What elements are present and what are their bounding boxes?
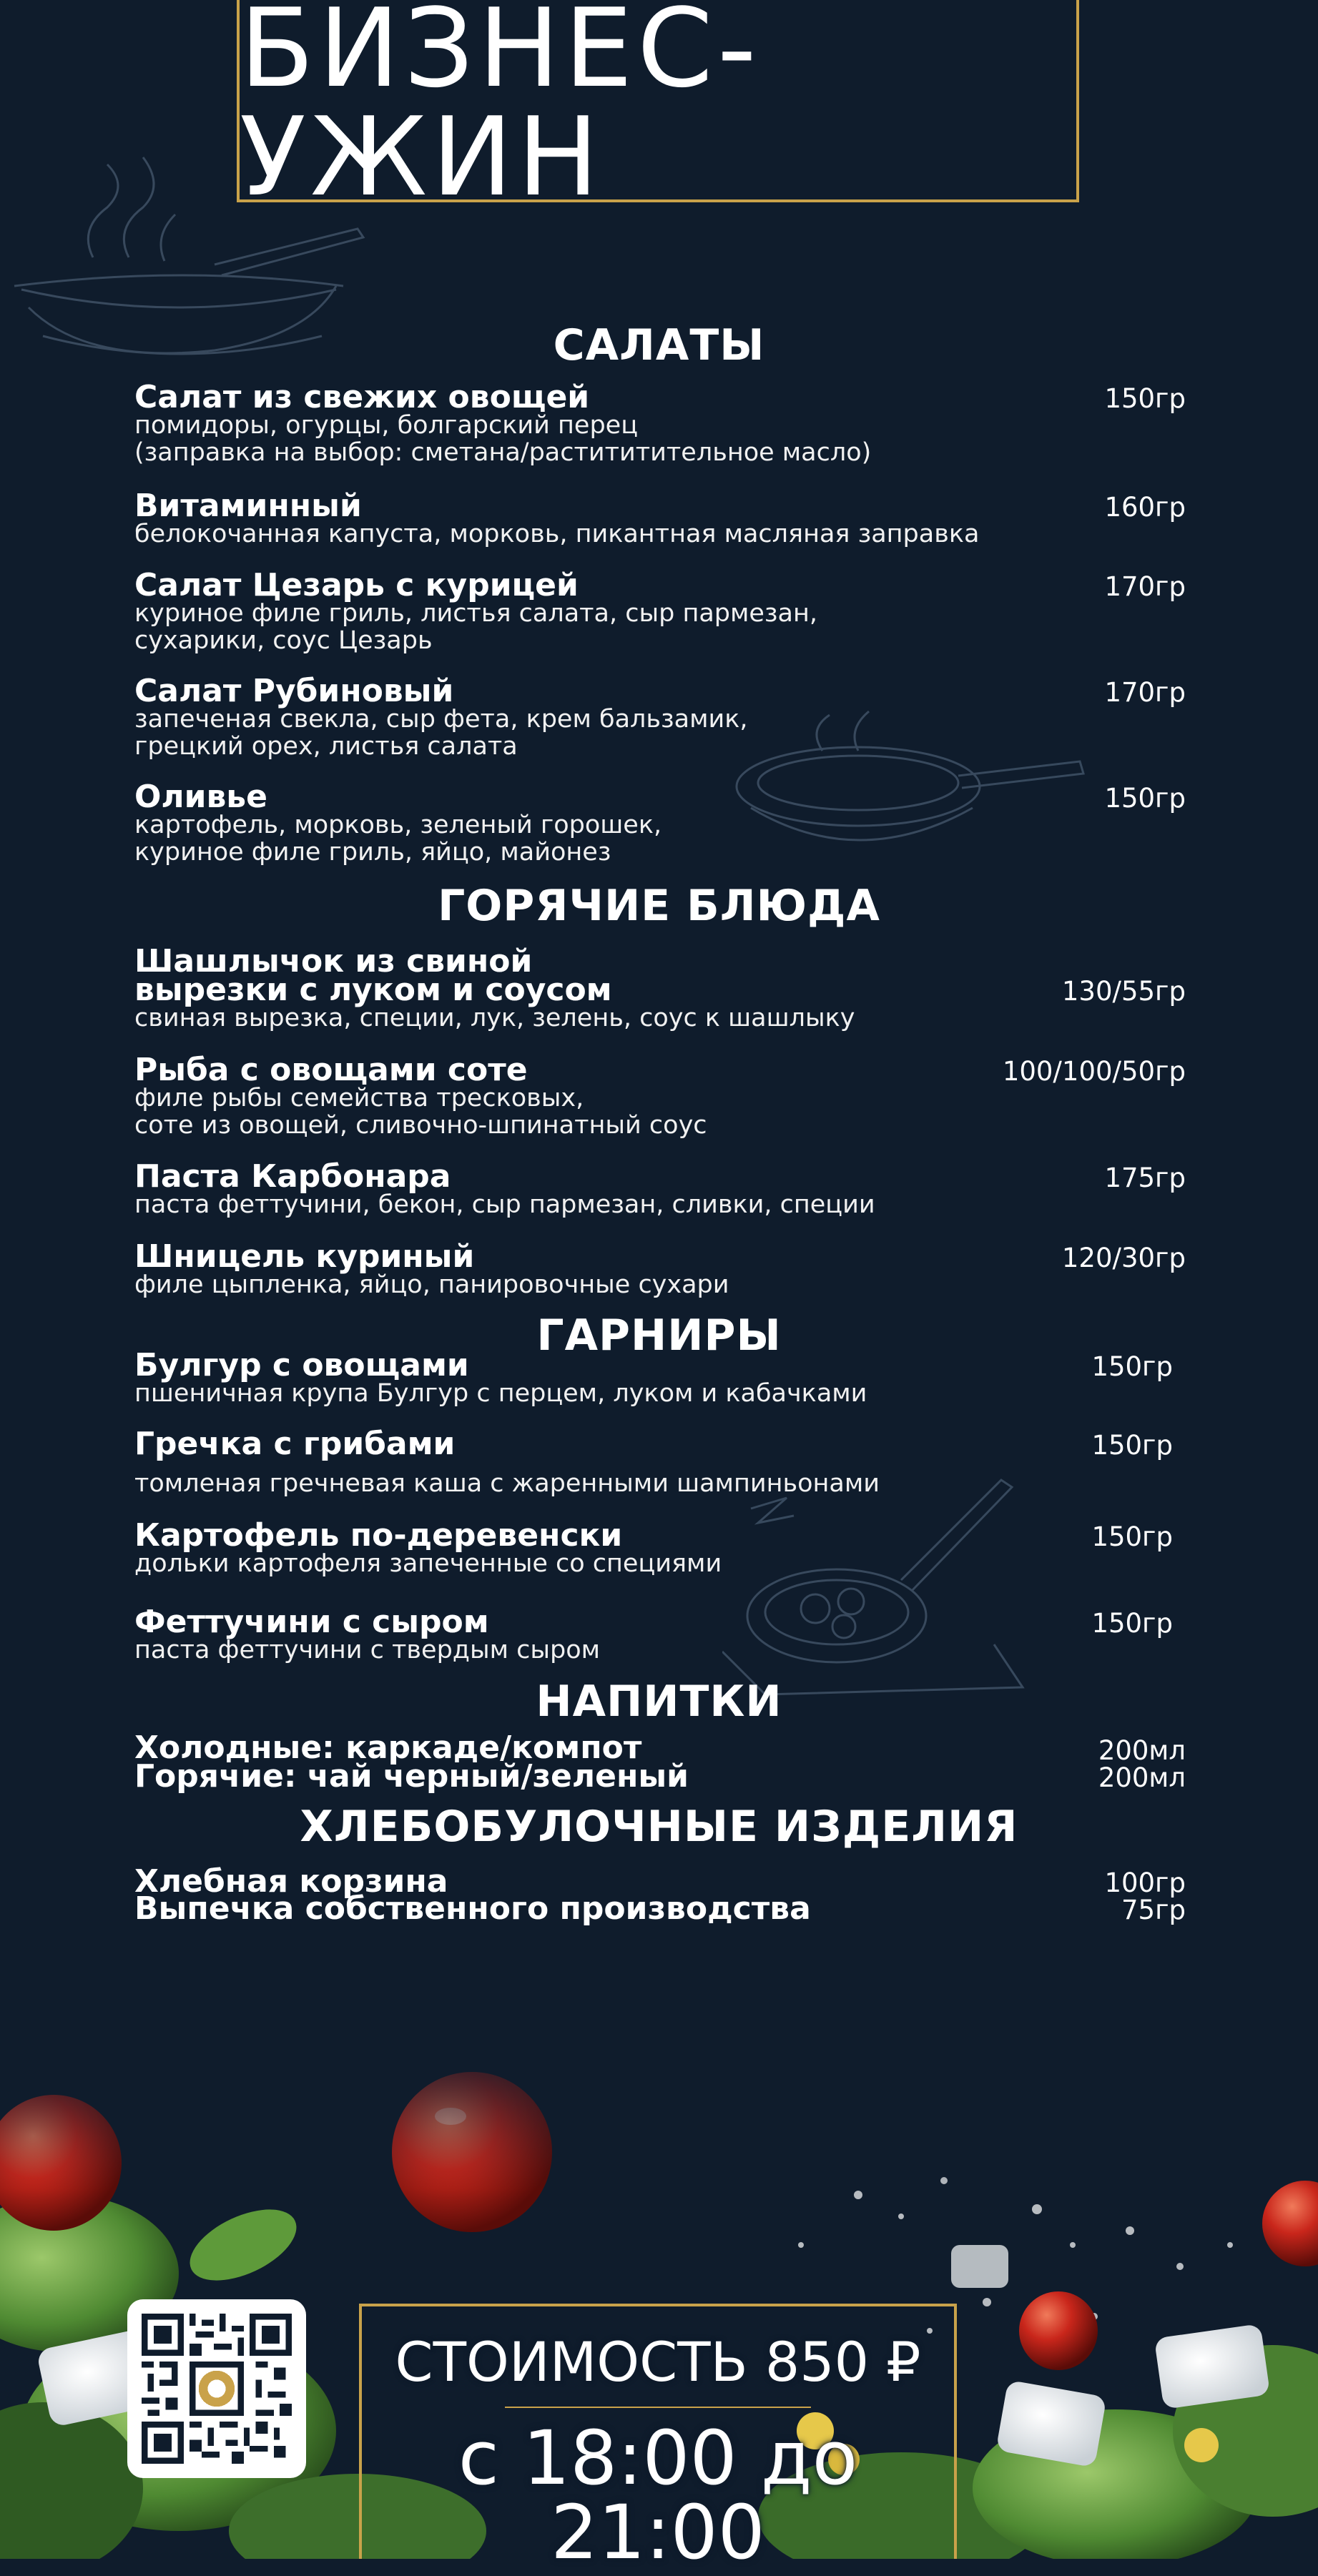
item-price: 75гр [1121,1895,1186,1925]
menu-item [134,1238,1186,1299]
section-title-salads: САЛАТЫ [553,320,765,370]
item-description: филе цыпленка, яйцо, панировочные сухари [134,1270,729,1299]
item-price: 160гр [1104,492,1186,523]
item-price: 150гр [1104,383,1186,414]
item-price: 200мл [1098,1762,1186,1793]
item-description: паста феттучини, бекон, сыр пармезан, сливки, специи [134,1190,875,1219]
menu-item [134,379,1186,467]
menu-item [134,1517,1186,1578]
item-name: Гречка с грибами [134,1426,456,1462]
item-description: томленая гречневая каша с жаренными шампиньонами [134,1469,880,1498]
item-description: картофель, морковь, зеленый горошек, куриное филе гриль, яйцо, майонез [134,811,662,867]
item-name: Салат Цезарь с курицей [134,567,579,603]
item-price: 170гр [1104,677,1186,708]
item-description: филе рыбы семейства тресковых, соте из овощей, сливочно-шпинатный соус [134,1084,707,1140]
menu-item [134,1052,1186,1140]
item-description: свиная вырезка, специи, лук, зелень, соус к шашлыку [134,1004,855,1032]
item-price: 150гр [1091,1608,1173,1639]
price-cost: СТОИМОСТЬ 850 ₽ [395,2330,921,2394]
menu-item [134,943,1186,1032]
item-name: Салат Рубиновый [134,673,454,709]
section-title-hot: ГОРЯЧИЕ БЛЮДА [438,881,880,931]
item-name: Шницель куриный [134,1238,475,1275]
item-price: 100/100/50гр [1002,1056,1186,1087]
skillet-sketch-icon [722,1466,1058,1702]
item-description: дольки картофеля запеченные со специями [134,1549,722,1578]
section-title-bakery: ХЛЕБОБУЛОЧНЫЕ ИЗДЕЛИЯ [300,1802,1018,1852]
qr-code-icon [142,2314,292,2464]
menu-item [134,1890,1186,1927]
menu-item [134,1604,1186,1664]
item-description: помидоры, огурцы, болгарский перец (заправка на выбор: сметана/растититительное масло) [134,411,872,467]
menu-item [134,1158,1186,1219]
item-name: Шашлычок из свиной вырезки с луком и соусом [134,943,612,1008]
item-name: Оливье [134,779,267,815]
item-name: Рыба с овощами соте [134,1052,528,1088]
title-frame [237,0,1079,220]
item-description: белокочанная капуста, морковь, пикантная масляная заправка [134,520,980,548]
item-name: Выпечка собственного производства [134,1890,811,1927]
section-title-sides: ГАРНИРЫ [536,1311,782,1361]
item-price: 100гр [1104,1867,1186,1898]
item-price: 150гр [1091,1430,1173,1461]
item-name: Картофель по-деревенски [134,1517,623,1554]
item-name: Булгур с овощами [134,1347,469,1383]
item-name: Феттучини с сыром [134,1604,489,1640]
price-frame [359,2304,957,2576]
menu-item [134,1758,1186,1795]
menu-item [134,779,1186,867]
item-name: Горячие: чай черный/зеленый [134,1758,689,1795]
item-name: Салат из свежих овощей [134,379,590,415]
item-price: 130/55гр [1061,976,1186,1007]
menu-item [134,567,1186,655]
item-name: Холодные: каркаде/компот [134,1729,642,1766]
qr-code[interactable] [127,2299,306,2478]
price-divider [505,2407,811,2408]
section-title-drinks: НАПИТКИ [536,1677,782,1727]
menu-item [134,673,1186,761]
item-price: 150гр [1104,783,1186,814]
menu-item [134,488,1186,548]
item-name: Хлебная корзина [134,1863,448,1900]
menu-item [134,1347,1186,1408]
item-price: 170гр [1104,571,1186,602]
item-description: куриное филе гриль, листья салата, сыр пармезан, сухарики, соус Цезарь [134,599,817,655]
item-price: 150гр [1091,1521,1173,1552]
item-description: пшеничная крупа Булгур с перцем, луком и кабачками [134,1379,867,1408]
item-name: Паста Карбонара [134,1158,451,1195]
menu-item [134,1426,1186,1498]
item-description: запеченая свекла, сыр фета, крем бальзамик, грецкий орех, листья салата [134,705,748,761]
item-name: Витаминный [134,488,362,524]
item-description: паста феттучини с твердым сыром [134,1636,601,1664]
item-price: 150гр [1091,1351,1173,1382]
item-price: 120/30гр [1061,1243,1186,1273]
item-price: 200мл [1098,1735,1186,1766]
page-title: БИЗНЕС-УЖИН [240,0,761,220]
item-price: 175гр [1104,1163,1186,1193]
service-hours: с 18:00 до 21:00 [458,2414,858,2576]
